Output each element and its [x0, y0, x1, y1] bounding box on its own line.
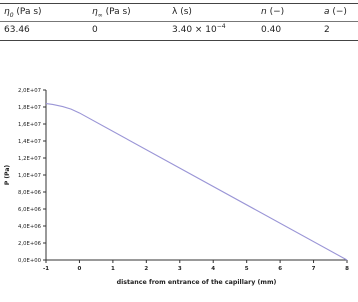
x-tick-label: 3 — [177, 266, 182, 272]
y-axis-label: P (Pa) — [4, 164, 11, 186]
y-tick-label: 4,0E+06 — [18, 224, 41, 230]
x-tick-label: 6 — [278, 266, 283, 272]
value-lambda: $3.40 \times 10^{-4}$ — [172, 23, 226, 35]
header-eta0: $\eta_0$ (Pa s) — [4, 7, 42, 19]
y-tick-label: 1,0E+07 — [18, 173, 41, 179]
table-bottom-rule — [0, 40, 358, 41]
y-tick-label: 6,0E+06 — [18, 207, 41, 213]
y-tick-label: 8,0E+06 — [18, 190, 41, 196]
chart-svg — [0, 78, 358, 298]
header-eta-inf: $\eta_\infty$ (Pa s) — [92, 7, 131, 19]
pressure-series-line — [46, 104, 347, 260]
parameter-table — [0, 0, 358, 46]
x-tick-label: 7 — [311, 266, 316, 272]
x-tick-label: 2 — [144, 266, 149, 272]
y-tick-label: 1,4E+07 — [18, 139, 41, 145]
y-tick-label: 0,0E+00 — [18, 258, 41, 264]
header-n: n (−) — [261, 7, 285, 17]
x-tick-label: 5 — [244, 266, 249, 272]
header-lambda: λ (s) — [172, 7, 192, 17]
x-tick-label: 1 — [110, 266, 115, 272]
value-eta0: 63.46 — [4, 25, 30, 35]
x-axis-label: distance from entrance of the capillary (mm) — [116, 279, 277, 286]
x-tick-label: 0 — [77, 266, 82, 272]
x-tick-label: 4 — [211, 266, 216, 272]
value-eta-inf: 0 — [92, 25, 98, 35]
x-tick-label: 8 — [345, 266, 349, 272]
y-tick-label: 1,6E+07 — [18, 122, 41, 128]
value-a: 2 — [324, 25, 330, 35]
y-tick-label: 1,8E+07 — [18, 105, 41, 111]
value-n: 0.40 — [261, 25, 282, 35]
y-tick-label: 2,0E+07 — [18, 88, 41, 94]
pressure-chart — [0, 78, 358, 298]
table-header-rule — [0, 21, 358, 22]
y-tick-label: 2,0E+06 — [18, 241, 41, 247]
table-top-rule — [0, 3, 358, 4]
x-tick-label: -1 — [42, 266, 50, 272]
header-a: a (−) — [324, 7, 347, 17]
y-tick-label: 1,2E+07 — [18, 156, 41, 162]
